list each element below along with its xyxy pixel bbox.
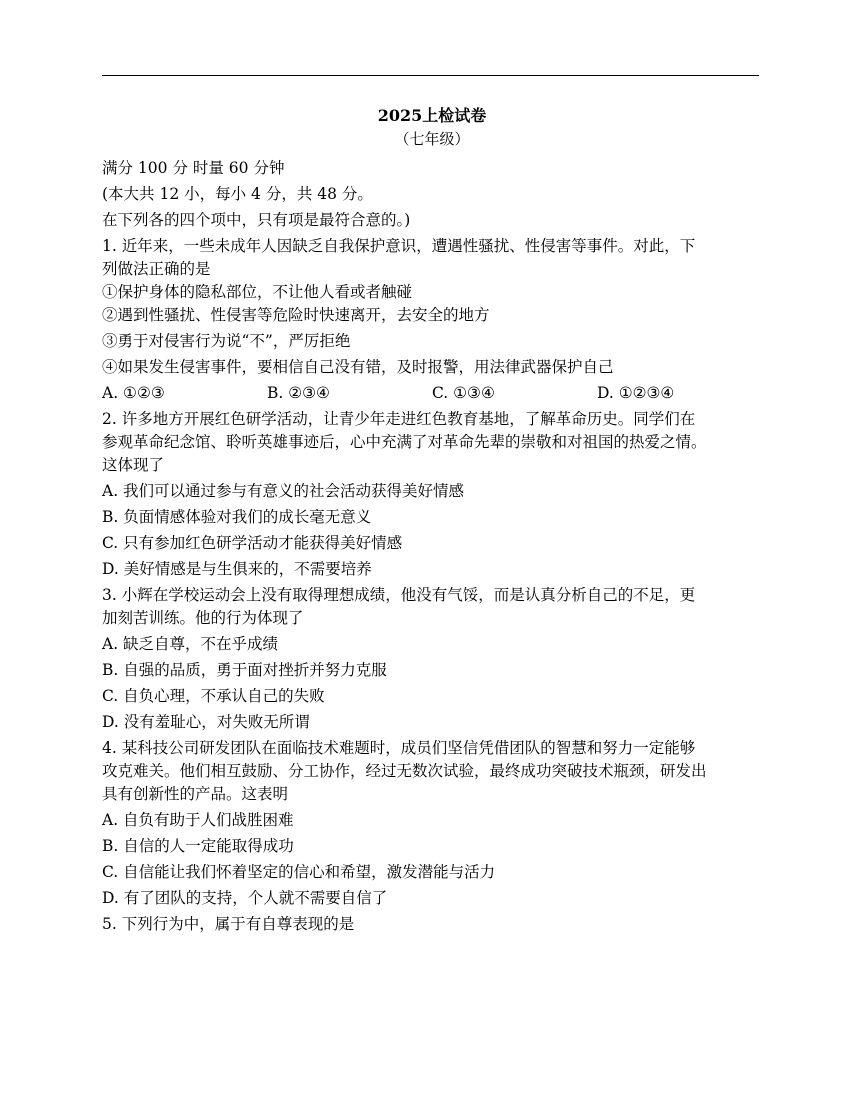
question-2-option-b[interactable]: B. 负面情感体验对我们的成长毫无意义: [102, 508, 372, 526]
question-4-option-d[interactable]: D. 有了团队的支持，个人就不需要自信了: [102, 889, 388, 907]
question-3-option-b[interactable]: B. 自强的品质，勇于面对挫折并努力克服: [102, 661, 387, 679]
question-3-stem-line-2: 加刻苦训练。他的行为体现了: [102, 609, 304, 627]
exam-content: [102, 104, 762, 936]
question-1-statement-3: ③勇于对侵害行为说“不”，严厉拒绝: [102, 332, 351, 350]
question-3-stem-line-1: 3. 小辉在学校运动会上没有取得理想成绩，他没有气馁，而是认真分析自己的不足，更: [102, 586, 696, 604]
question-3: [102, 581, 762, 734]
section-description: (本大共 12 小，每小 4 分，共 48 分。: [102, 185, 373, 203]
question-2: [102, 405, 762, 581]
question-1-statement-4: ④如果发生侵害事件，要相信自己没有错，及时报警，用法律武器保护自己: [102, 358, 614, 376]
section-instruction: 在下列各的四个项中，只有项是最符合意的。): [102, 211, 411, 229]
question-1-stem-line-2: 列做法正确的是: [102, 260, 211, 278]
question-2-option-c[interactable]: C. 只有参加红色研学活动才能获得美好情感: [102, 534, 403, 552]
question-1-option-b[interactable]: B. ②③④: [267, 384, 330, 402]
question-2-stem-line-1: 2. 许多地方开展红色研学活动，让青少年走进红色教育基地，了解革命历史。同学们在: [102, 410, 696, 428]
question-1-option-c[interactable]: C. ①③④: [432, 384, 495, 402]
exam-title: 2025上检试卷: [377, 106, 487, 125]
question-2-option-d[interactable]: D. 美好情感是与生俱来的，不需要培养: [102, 560, 372, 578]
question-2-stem-line-3: 这体现了: [102, 456, 165, 474]
score-time-line: 满分 100 分 时量 60 分钟: [102, 159, 285, 177]
question-1-statement-1: ①保护身体的隐私部位，不让他人看或者触碰: [102, 283, 413, 301]
question-1-option-a[interactable]: A. ①②③: [102, 384, 165, 402]
question-1-stem-line-1: 1. 近年来，一些未成年人因缺乏自我保护意识，遭遇性骚扰、性侵害等事件。对此，下: [102, 237, 696, 255]
question-4: [102, 734, 762, 910]
question-2-stem-line-2: 参观革命纪念馆、聆听英雄事迹后，心中充满了对革命先辈的崇敬和对祖国的热爱之情。: [102, 433, 707, 451]
question-1: [102, 232, 762, 405]
header-rule: [102, 75, 759, 76]
question-1-option-d[interactable]: D. ①②③④: [597, 384, 675, 402]
question-4-option-c[interactable]: C. 自信能让我们怀着坚定的信心和希望，激发潜能与活力: [102, 863, 496, 881]
question-4-stem-line-2: 攻克难关。他们相互鼓励、分工协作，经过无数次试验，最终成功突破技术瓶颈，研发出: [102, 762, 707, 780]
question-1-options: [102, 379, 762, 405]
question-3-option-a[interactable]: A. 缺乏自尊，不在乎成绩: [102, 635, 279, 653]
question-5-stem-line-1: 5. 下列行为中，属于有自尊表现的是: [102, 915, 355, 933]
question-4-stem-line-3: 具有创新性的产品。这表明: [102, 785, 289, 803]
question-5: [102, 910, 762, 936]
question-3-option-d[interactable]: D. 没有羞耻心，对失败无所谓: [102, 713, 310, 731]
grade-label: （七年级）: [394, 130, 470, 148]
question-1-statement-2: ②遇到性骚扰、性侵害等危险时快速离开，去安全的地方: [102, 306, 490, 324]
question-4-option-a[interactable]: A. 自负有助于人们战胜困难: [102, 811, 294, 829]
question-3-option-c[interactable]: C. 自负心理，不承认自己的失败: [102, 687, 325, 705]
question-4-option-b[interactable]: B. 自信的人一定能取得成功: [102, 837, 294, 855]
question-2-option-a[interactable]: A. 我们可以通过参与有意义的社会活动获得美好情感: [102, 482, 465, 500]
question-4-stem-line-1: 4. 某科技公司研发团队在面临技术难题时，成员们坚信凭借团队的智慧和努力一定能够: [102, 739, 696, 757]
